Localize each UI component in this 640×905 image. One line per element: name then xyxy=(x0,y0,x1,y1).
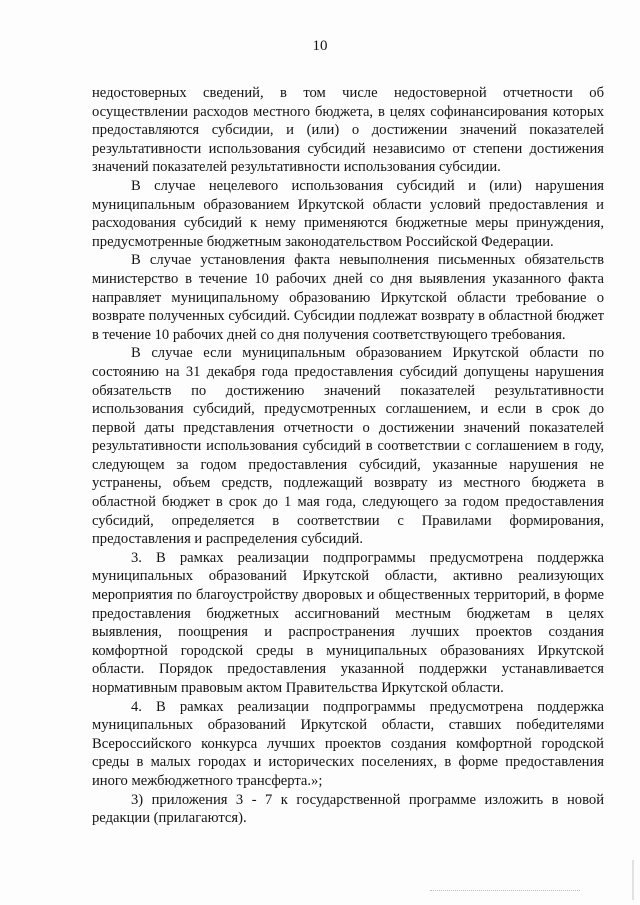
paragraph-item-4-support: 4. В рамках реализации подпрограммы предусмотрена поддержка муниципальных образований Иркутской области, ставших победителями Всероссийского конкурса лучших проектов создания комфортной городской среды в малых городах и исторических поселениях, в форме предоставления иного межбюджетного трансферта.»; xyxy=(92,698,604,789)
paragraph-budget-enforcement: В случае нецелевого использования субсидий и (или) нарушения муниципальным образованием Иркутской области условий предоставления и расходования субсидий к нему применяются бюджетные меры принуждения, предусмотренные бюджетным законодательством Российской Федерации. xyxy=(92,177,604,250)
scan-artifact-line xyxy=(430,886,580,891)
paragraph-continuation: недостоверных сведений, в том числе недостоверной отчетности об осуществлении расходов местного бюджета, в целях софинансирования которых предоставляются субсидии, и (или) о достижении значений показателей результативности использования субсидий независимо от степени достижения значений показателей результативности использования субсидии. xyxy=(92,85,604,176)
paragraph-item-3-support: 3. В рамках реализации подпрограммы предусмотрена поддержка муниципальных образований Иркутской области, активно реализующих мероприятия по благоустройству дворовых и общественных территорий, в форме предоставления бюджетных ассигнований местным бюджетам в целях выявления, поощрения и распространения лучших проектов создания комфортной городской среды в муниципальных образованиях Иркутской области. Порядок предоставления указанной поддержки устанавливается нормативным правовым актом Правительства Иркутской области. xyxy=(92,549,604,696)
document-body xyxy=(92,84,604,828)
scan-artifact-edge xyxy=(632,860,634,900)
paragraph-refund-requirement: В случае установления факта невыполнения письменных обязательств министерство в течение 10 рабочих дней со дня выявления указанного факта направляет муниципальному образованию Иркутской области требование о возврате полученных субсидий. Субсидии подлежат возврату в областной бюджет в течение 10 рабочих дней со дня получения соответствующего требования. xyxy=(92,252,604,343)
page-number: 10 xyxy=(312,38,328,54)
paragraph-violation-obligations: В случае если муниципальным образованием Иркутской области по состоянию на 31 декабря года предоставления субсидий допущены нарушения обязательств по достижению значений показателей результативности использования субсидий, предусмотренных соглашением, и если в срок до первой даты представления отчетности о достижении значений показателей результативности использования субсидий в соответствии с соглашением в году, следующем за годом предоставления субсидий, указанные нарушения не устранены, объем средств, подлежащий возврату из местного бюджета в областной бюджет в срок до 1 мая года, следующего за годом предоставления субсидий, определяется в соответствии с Правилами формирования, предоставления и распределения субсидий. xyxy=(92,345,604,548)
paragraph-appendices: 3) приложения 3 - 7 к государственной программе изложить в новой редакции (прилагаются). xyxy=(92,791,604,827)
